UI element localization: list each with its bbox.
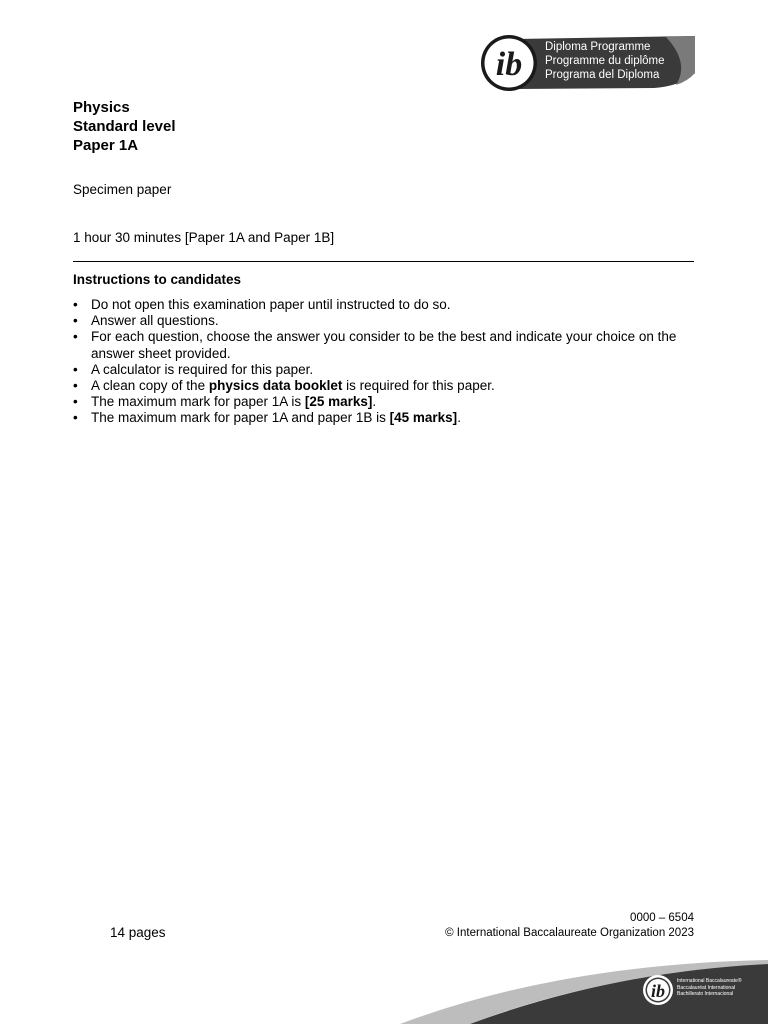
duration-label: 1 hour 30 minutes [Paper 1A and Paper 1B] — [73, 230, 335, 245]
page-count: 14 pages — [110, 925, 166, 940]
instruction-item: • The maximum mark for paper 1A and paper 1B is [45 marks]. — [73, 410, 461, 426]
instruction-item: • Do not open this examination paper until instructed to do so. — [73, 297, 451, 312]
instruction-item: • For each question, choose the answer you consider to be the best and indicate your choice on the answer sheet provided. — [73, 329, 677, 361]
footer-logo-line: International Baccalaureate® — [677, 978, 742, 984]
header-logo-line: Diploma Programme — [545, 41, 651, 53]
paper-code: 0000 – 6504 — [630, 912, 694, 924]
level-title: Standard level — [73, 118, 176, 135]
ib-logo-icon — [481, 35, 537, 91]
instruction-item: • Answer all questions. — [73, 313, 219, 329]
ib-logo-icon — [643, 975, 673, 1005]
copyright-notice: © International Baccalaureate Organization 2023 — [445, 927, 694, 939]
footer-logo-line: Baccalauréat International — [677, 984, 736, 991]
paper-title: Paper 1A — [73, 137, 139, 154]
footer-logo-line: Bachillerato Internacional — [677, 991, 734, 997]
header-logo — [476, 33, 696, 91]
footer-logo — [0, 950, 768, 1024]
instruction-item: • A calculator is required for this paper. — [73, 361, 314, 377]
divider — [73, 261, 694, 262]
footer-swoosh — [0, 950, 768, 1024]
subject-title: Physics — [73, 99, 130, 116]
svg-text:ib: ib — [495, 46, 523, 83]
header-logo-line: Programa del Diploma — [545, 69, 660, 81]
instructions-heading: Instructions to candidates — [73, 272, 242, 287]
instructions-list — [73, 297, 694, 427]
instruction-item: • A clean copy of the physics data booklet is required for this paper. — [73, 378, 495, 394]
specimen-label: Specimen paper — [73, 182, 172, 197]
title-block — [73, 98, 176, 155]
svg-text:ib: ib — [650, 981, 666, 1001]
instruction-item: • The maximum mark for paper 1A is [25 marks]. — [73, 394, 377, 410]
header-logo-line: Programme du diplôme — [545, 55, 665, 67]
